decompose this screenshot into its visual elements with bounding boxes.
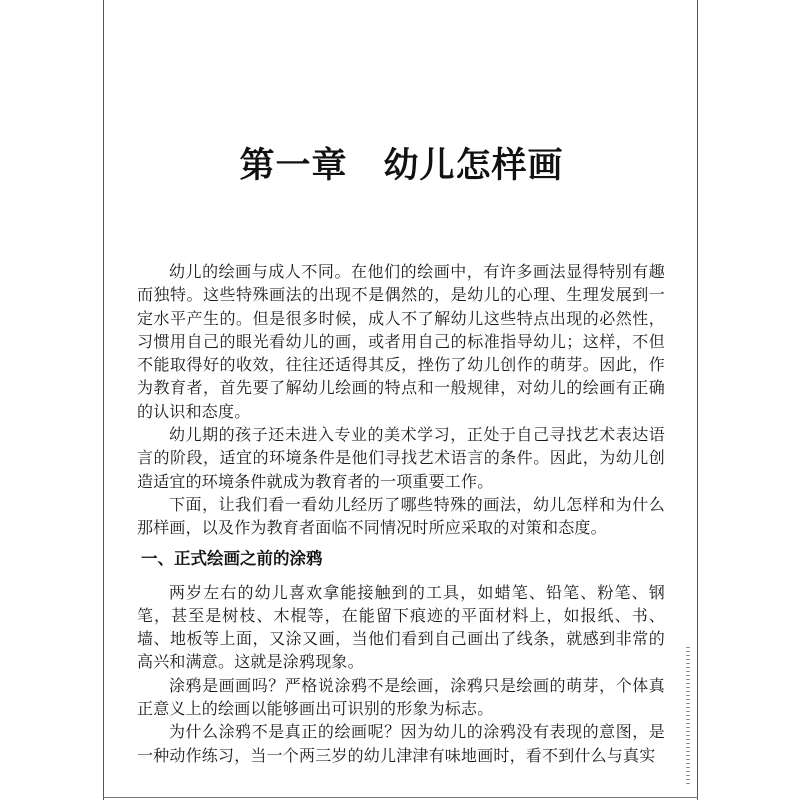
paragraph: 两岁左右的幼儿喜欢拿能接触到的工具，如蜡笔、铅笔、粉笔、钢笔，甚至是树枝、木棍等，在能留下痕迹的平面材料上，如报纸、书、墙、地板等上面，又涂又画，当他们看到自己画出了线条，就感到非常的高兴和满意。这就是涂鸦现象。 <box>137 582 665 672</box>
paragraph: 幼儿的绘画与成人不同。在他们的绘画中，有许多画法显得特别有趣而独特。这些特殊画法的出现不是偶然的，是幼儿的心理、生理发展到一定水平产生的。但是很多时候，成人不了解幼儿这些特点出现的必然性，习惯用自己的眼光看幼儿的画，或者用自己的标准指导幼儿；这样，不但不能取得好的收效，往往还适得其反，挫伤了幼儿创作的萌芽。因此，作为教育者，首先要了解幼儿绘画的特点和一般规律，对幼儿的绘画有正确的认识和态度。 <box>137 262 665 421</box>
paragraph: 幼儿期的孩子还未进入专业的美术学习，正处于自己寻找艺术表达语言的阶段，适宜的环境条件是他们寻找艺术语言的条件。因此，为幼儿创造适宜的环境条件就成为教育者的一项重要工作。 <box>137 425 665 491</box>
page-bottom-edge <box>103 797 698 798</box>
paragraph: 下面，让我们看一看幼儿经历了哪些特殊的画法，幼儿怎样和为什么那样画，以及作为教育者面临不同情况时所应采取的对策和态度。 <box>137 494 665 538</box>
paragraph: 为什么涂鸦不是真正的绘画呢？因为幼儿的涂鸦没有表现的意图，是一种动作练习，当一个两三岁的幼儿津津有味地画时，看不到什么与真实 <box>137 722 665 765</box>
chapter-title: 第一章 幼儿怎样画 <box>239 145 564 186</box>
book-page <box>103 0 698 800</box>
paragraph: 涂鸦是画画吗？严格说涂鸦不是绘画，涂鸦只是绘画的萌芽，个体真正意义上的绘画以能够画出可识别的形象为标志。 <box>137 675 665 719</box>
section-heading: 一、正式绘画之前的涂鸦 <box>141 548 323 568</box>
page-edge-dots <box>686 647 690 787</box>
page-body <box>137 260 665 767</box>
